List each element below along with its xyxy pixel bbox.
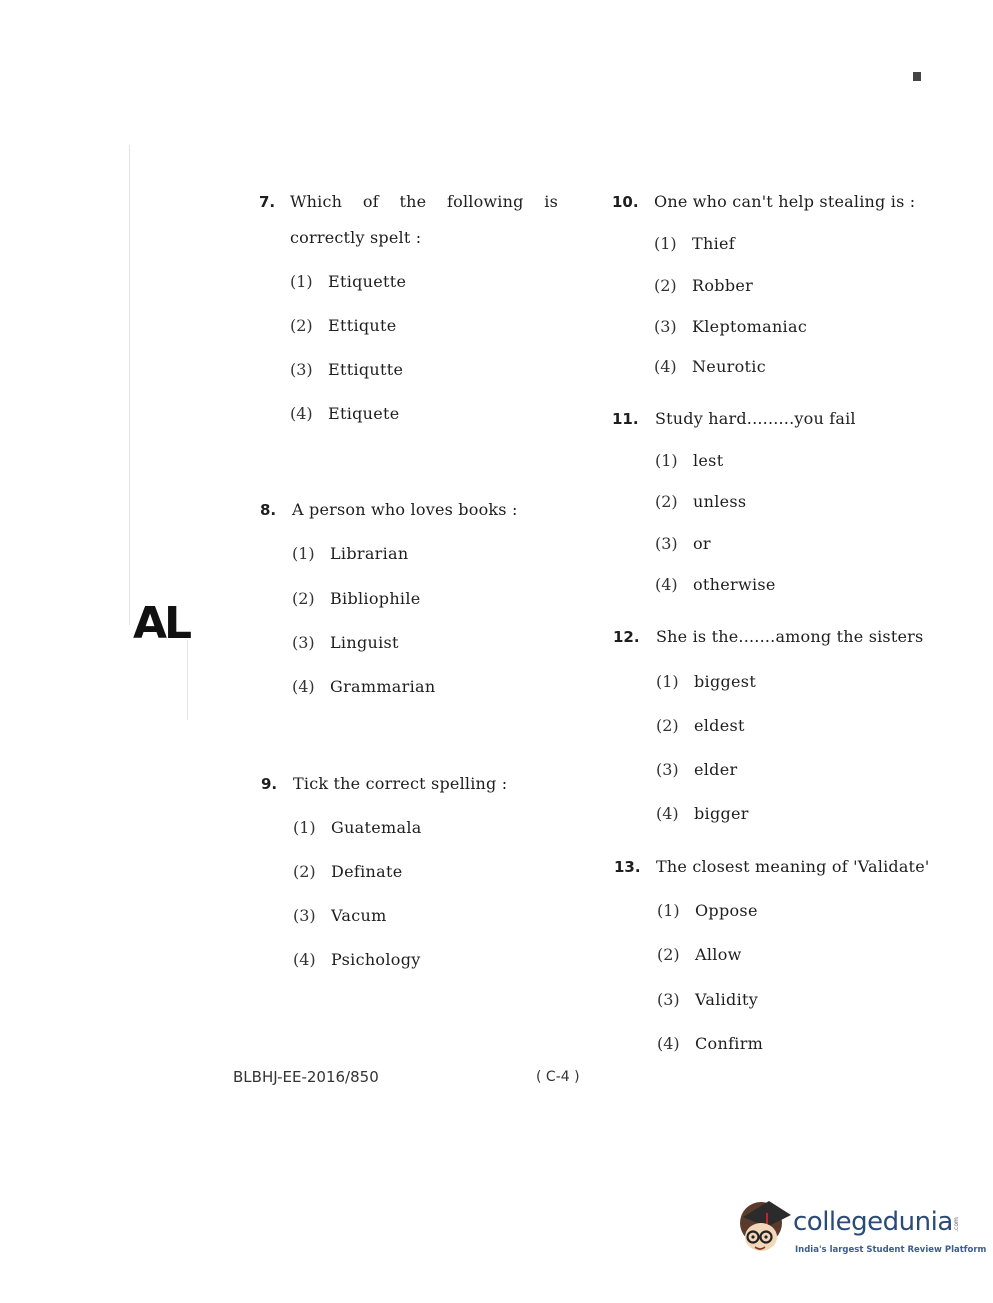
collegedunia-logo: [733, 1195, 987, 1265]
question-text: One who can't help stealing is :: [654, 192, 916, 211]
option-text: Etiquette: [328, 272, 407, 291]
question-word: Which: [290, 192, 343, 211]
question-text: Study hard.........you fail: [655, 409, 856, 428]
question-number: 7.: [259, 193, 276, 211]
option-label: (4): [654, 357, 677, 376]
question-word: following: [446, 192, 524, 211]
question-word: is: [544, 192, 558, 211]
option-text: Etiquete: [328, 404, 400, 423]
option-label: (1): [290, 272, 313, 291]
page-number: ( C-4 ): [536, 1069, 580, 1085]
option-text: Linguist: [330, 633, 399, 652]
option-label: (4): [293, 950, 316, 969]
option-label: (1): [293, 818, 316, 837]
option-label: (4): [290, 404, 313, 423]
scan-edge-line: [187, 640, 188, 720]
option-label: (3): [657, 990, 680, 1009]
question-number: 8.: [260, 501, 277, 519]
option-text: Neurotic: [692, 357, 766, 376]
option-text: eldest: [694, 716, 745, 735]
question-text: She is the.......among the sisters: [656, 627, 924, 646]
option-label: (3): [656, 760, 679, 779]
logo-domain-suffix: .com: [952, 1217, 960, 1232]
option-text: Confirm: [695, 1034, 764, 1053]
question-text: [290, 192, 558, 211]
option-text: otherwise: [693, 575, 776, 594]
option-label: (1): [292, 544, 315, 563]
option-text: Thief: [692, 234, 735, 253]
option-label: (2): [292, 589, 315, 608]
option-text: Psichology: [331, 950, 421, 969]
option-label: (2): [656, 716, 679, 735]
option-label: (2): [654, 276, 677, 295]
option-text: biggest: [694, 672, 757, 691]
question-number: 12.: [613, 628, 640, 646]
logo-name: collegedunia: [793, 1207, 953, 1237]
option-label: (1): [656, 672, 679, 691]
question-text: A person who loves books :: [292, 500, 518, 519]
option-label: (2): [293, 862, 316, 881]
question-number: 9.: [261, 775, 278, 793]
option-text: Librarian: [330, 544, 409, 563]
option-text: Robber: [692, 276, 754, 295]
question-number: 11.: [612, 410, 639, 428]
option-label: (1): [654, 234, 677, 253]
option-label: (3): [292, 633, 315, 652]
option-label: (2): [290, 316, 313, 335]
option-label: (4): [657, 1034, 680, 1053]
scan-edge-line: [129, 145, 130, 625]
option-text: lest: [693, 451, 724, 470]
option-text: unless: [693, 492, 747, 511]
option-text: Oppose: [695, 901, 758, 920]
option-text: or: [693, 534, 711, 553]
question-number: 13.: [614, 858, 641, 876]
question-text-continued: correctly spelt :: [290, 228, 422, 247]
option-label: (1): [657, 901, 680, 920]
option-text: Validity: [695, 990, 759, 1009]
option-label: (3): [293, 906, 316, 925]
option-label: (1): [655, 451, 678, 470]
question-word: of: [362, 192, 379, 211]
option-label: (4): [655, 575, 678, 594]
question-text: The closest meaning of 'Validate': [656, 857, 930, 876]
corner-mark: [913, 72, 921, 81]
option-text: bigger: [694, 804, 749, 823]
logo-tagline: India's largest Student Review Platform: [795, 1245, 987, 1255]
option-text: Ettiqutte: [328, 360, 404, 379]
mascot-icon: [733, 1195, 795, 1261]
option-text: Grammarian: [330, 677, 436, 696]
option-label: (4): [656, 804, 679, 823]
question-number: 10.: [612, 193, 639, 211]
option-text: Allow: [695, 945, 742, 964]
option-text: Bibliophile: [330, 589, 421, 608]
booklet-code: BLBHJ-EE-2016/850: [233, 1068, 379, 1086]
question-text: Tick the correct spelling :: [293, 774, 508, 793]
option-label: (4): [292, 677, 315, 696]
margin-mark: AL: [133, 598, 190, 649]
option-text: Guatemala: [331, 818, 422, 837]
option-text: Kleptomaniac: [692, 317, 808, 336]
option-label: (3): [655, 534, 678, 553]
option-text: Vacum: [331, 906, 387, 925]
option-label: (3): [654, 317, 677, 336]
question-word: the: [399, 192, 427, 211]
option-label: (3): [290, 360, 313, 379]
option-text: Ettiqute: [328, 316, 397, 335]
option-text: Definate: [331, 862, 403, 881]
option-label: (2): [655, 492, 678, 511]
option-label: (2): [657, 945, 680, 964]
option-text: elder: [694, 760, 738, 779]
